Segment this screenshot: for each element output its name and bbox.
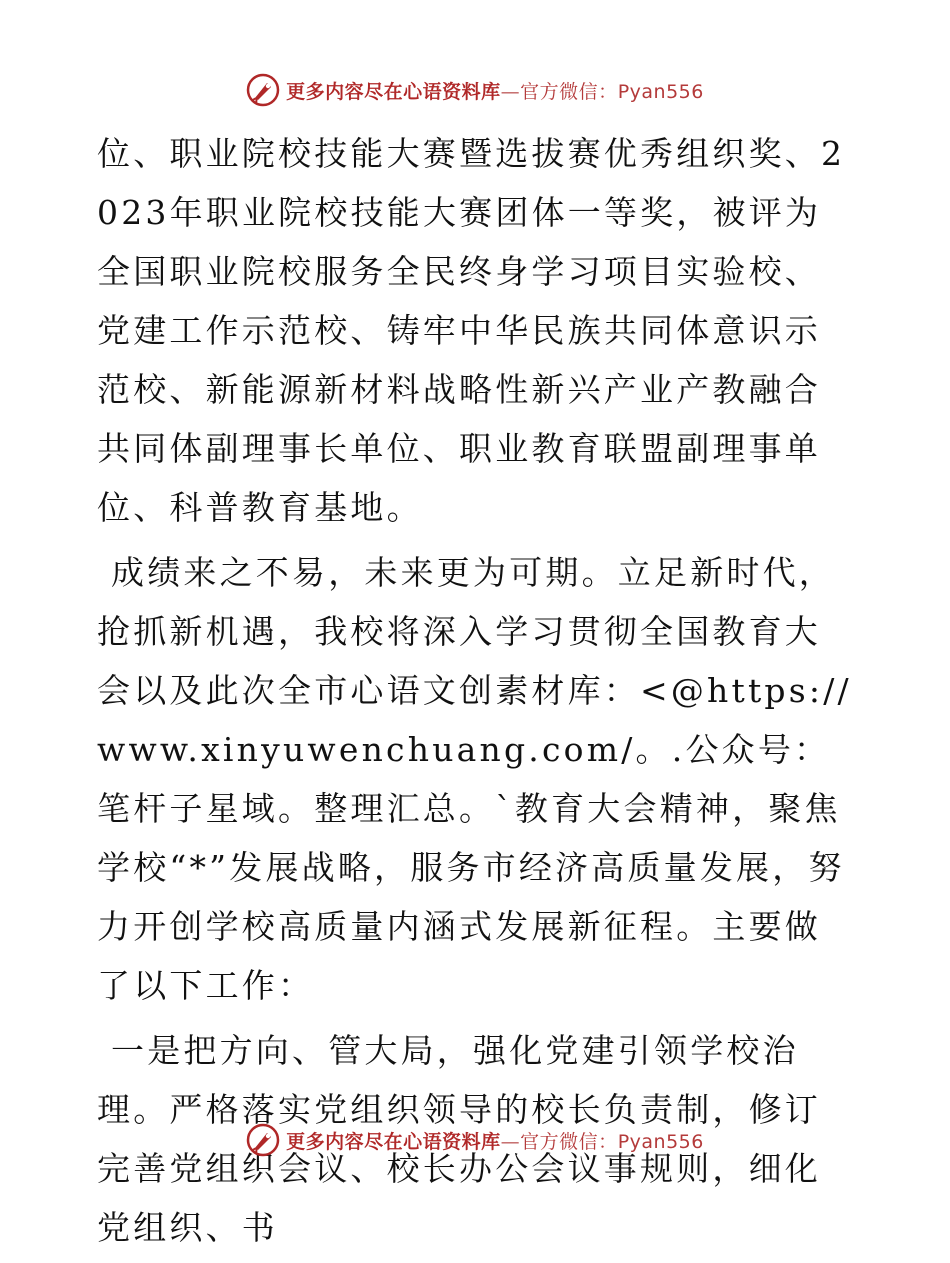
pen-nib-icon bbox=[246, 73, 280, 107]
header-wechat-label: 官方微信： bbox=[520, 80, 618, 103]
footer-banner-sep: — bbox=[500, 1130, 521, 1153]
footer-banner-text bbox=[286, 1127, 704, 1154]
header-banner bbox=[0, 70, 950, 110]
paragraph-3: 一是把方向、管大局，强化党建引领学校治理。严格落实党组织领导的校长负责制，修订完善党组织会议、校长办公会议事规则，细化党组织、书 bbox=[97, 1031, 821, 1247]
header-banner-sep: — bbox=[500, 80, 521, 103]
header-banner-text bbox=[286, 77, 704, 104]
footer-wechat-id: Pyan556 bbox=[617, 1130, 704, 1153]
header-banner-main: 更多内容尽在心语资料库 bbox=[286, 80, 501, 103]
document-body bbox=[97, 124, 857, 1263]
header-wechat-id: Pyan556 bbox=[617, 80, 704, 103]
paragraph-1: 位、职业院校技能大赛暨选拔赛优秀组织奖、2023年职业院校技能大赛团体一等奖，被评为全国职业院校服务全民终身学习项目实验校、党建工作示范校、铸牢中华民族共同体意识示范校、新能源新材料战略性新兴产业产教融合共同体副理事长单位、职业教育联盟副理事单位、科普教育基地。 bbox=[97, 134, 846, 527]
footer-wechat-label: 官方微信： bbox=[520, 1130, 618, 1153]
paragraph-2: 成绩来之不易，未来更为可期。立足新时代，抢抓新机遇，我校将深入学习贯彻全国教育大会以及此次全市心语文创素材库：<@https://www.xinyuwenchuang.com/。.公众号：笔杆子星域。整理汇总。`教育大会精神，聚焦学校“*”发展战略，服务市经济高质量发展，努力开创学校高质量内涵式发展新征程。主要做了以下工作： bbox=[97, 553, 852, 1005]
pen-nib-icon bbox=[246, 1123, 280, 1157]
footer-banner-main: 更多内容尽在心语资料库 bbox=[286, 1130, 501, 1153]
footer-banner bbox=[0, 1120, 950, 1160]
